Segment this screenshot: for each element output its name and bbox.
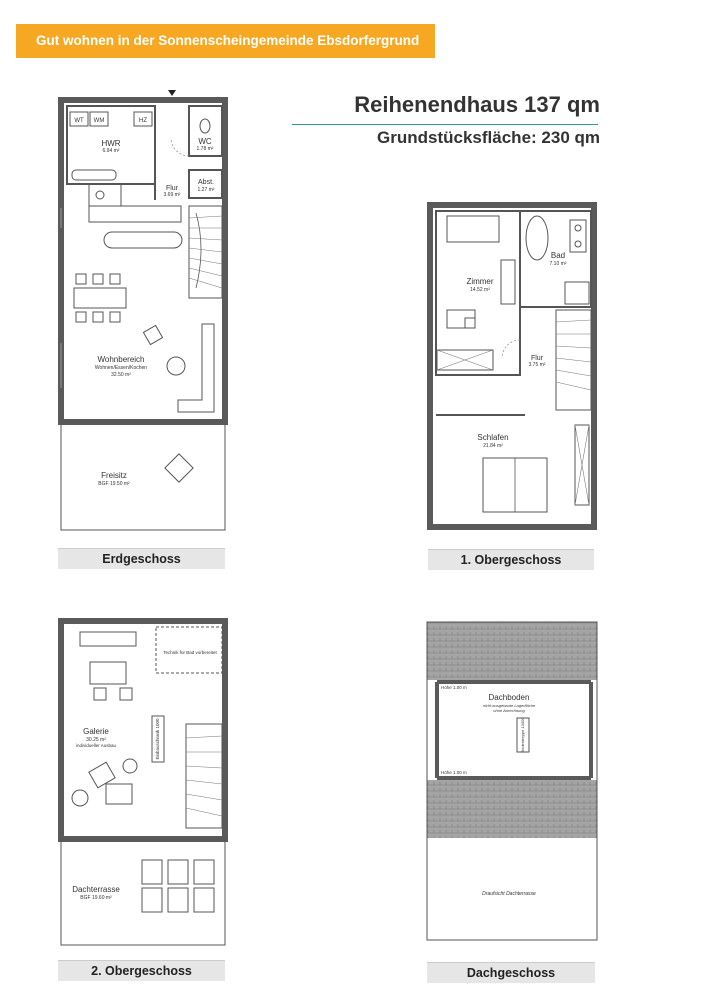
sink-left-icon — [575, 225, 581, 231]
dining-table — [74, 288, 126, 308]
room-wohn-area: 32.50 m² — [111, 372, 131, 378]
room-abst-name: Abst. — [198, 179, 214, 186]
stair-steps — [556, 320, 591, 390]
title-rule — [292, 124, 598, 125]
hatch-label: Bodentreppe 13000 — [520, 717, 525, 753]
cabinet-label: Einbauschrank 1000 — [155, 718, 160, 760]
staircase — [186, 724, 222, 828]
room-galerie-area: 30.25 m² — [86, 737, 106, 743]
bed-single — [447, 216, 499, 242]
room-galerie-note: individueller Ausbau — [75, 743, 117, 748]
dachboden-note1: nicht ausgebaute Lagerfläche — [482, 703, 536, 708]
appliance-wt: WT — [74, 118, 84, 124]
room-flur-name: Flur — [530, 355, 544, 362]
appliance-hz: HZ — [139, 118, 147, 124]
room-wohn-sub: Wohnen/Essen/Kochen — [94, 365, 148, 371]
room-wc-name: WC — [198, 137, 212, 146]
kitchen-counter — [89, 184, 121, 206]
room-hwr-name: HWR — [101, 139, 121, 148]
terrace-furniture — [142, 860, 214, 912]
wardrobe — [501, 260, 515, 304]
room-schlafen-name: Schlafen — [477, 433, 509, 442]
room-zimmer-area: 14.52 m² — [470, 287, 490, 293]
banner: Gut wohnen in der Sonnenscheingemeinde Ebsdorfergrund — [16, 24, 435, 58]
floor-label-obergeschoss1: 1. Obergeschoss — [428, 549, 594, 570]
toilet-icon — [200, 119, 210, 133]
stair-steps — [189, 216, 222, 288]
desk-chair — [465, 318, 475, 328]
room-flur-area: 3.75 m² — [528, 362, 546, 368]
windows — [61, 208, 196, 422]
room-bad-name: Bad — [550, 251, 566, 260]
room-zimmer-name: Zimmer — [466, 277, 494, 286]
room-wohn-name: Wohnbereich — [97, 355, 145, 364]
floorplan-dachgeschoss — [425, 620, 605, 950]
technik-note: Technik für Bad vorbereitet — [163, 650, 217, 655]
kitchen-island — [89, 206, 181, 222]
room-abst-area: 1.27 m² — [197, 187, 215, 193]
room-flur-area: 3.69 m² — [163, 192, 181, 198]
room-wc-area: 1.78 m² — [196, 146, 214, 152]
hoehe-top: Höhe 1.00 m — [441, 685, 467, 690]
roof-top — [427, 622, 597, 680]
floor-label-obergeschoss2: 2. Obergeschoss — [58, 960, 225, 981]
floor-label-erdgeschoss: Erdgeschoss — [58, 548, 225, 569]
zimmer-door-swing — [502, 340, 520, 358]
page-subtitle: Grundstücksfläche: 230 qm — [377, 128, 600, 147]
desk — [447, 310, 475, 328]
roof-bottom — [427, 780, 597, 838]
hoehe-bottom: Höhe 1.00 m — [441, 770, 467, 775]
bathtub-icon — [526, 216, 548, 260]
sink-right-icon — [575, 241, 581, 247]
dachboden-note2: ohne Anrechnung — [493, 708, 525, 713]
room-dachboden-name: Dachboden — [488, 693, 530, 702]
armchair — [143, 325, 162, 344]
room-galerie-name: Galerie — [83, 727, 109, 736]
outer-wall — [430, 205, 594, 527]
table — [90, 662, 126, 684]
page-title: Reihenendhaus 137 qm — [354, 92, 600, 117]
appliance-wm: WM — [93, 118, 105, 124]
coffee-table — [167, 357, 185, 375]
freisitz-area — [61, 422, 225, 530]
room-bad-area: 7.10 m² — [549, 261, 567, 267]
shower — [565, 282, 589, 304]
sofa — [178, 324, 214, 412]
draufsicht-label: Draufsicht Dachterrasse — [482, 891, 536, 897]
sink — [72, 170, 116, 180]
room-flur-name: Flur — [165, 185, 179, 192]
lounge-chair — [106, 784, 132, 804]
floorplan-erdgeschoss — [56, 88, 236, 538]
room-terrasse-name: Dachterrasse — [72, 885, 120, 894]
staircase — [189, 206, 222, 298]
entrance-arrow-icon — [168, 90, 176, 96]
stair-steps — [186, 736, 222, 816]
room-terrasse-area: BGF 19.60 m² — [80, 895, 112, 901]
floor-label-dachgeschoss: Dachgeschoss — [427, 962, 595, 983]
wc-door-swing — [171, 138, 189, 156]
stove-icon — [96, 191, 104, 199]
sofa — [80, 632, 136, 646]
shelf-cross — [437, 350, 493, 370]
wardrobe-cross — [575, 425, 589, 505]
chair-right — [120, 688, 132, 700]
room-freisitz-name: Freisitz — [101, 471, 127, 480]
floorplan-obergeschoss1 — [425, 200, 605, 540]
stair-line — [196, 213, 201, 288]
room-freisitz-area: BGF 19.50 m² — [98, 481, 130, 487]
round-chair — [72, 790, 88, 806]
room-schlafen-area: 21.84 m² — [483, 443, 503, 449]
floorplan-obergeschoss2 — [56, 616, 236, 956]
dining-chairs — [76, 274, 120, 322]
chair-left — [94, 688, 106, 700]
kitchen-bar — [104, 232, 182, 248]
terrace-table — [165, 454, 193, 482]
room-hwr-area: 6.94 m² — [102, 148, 120, 154]
side-table — [123, 759, 137, 773]
